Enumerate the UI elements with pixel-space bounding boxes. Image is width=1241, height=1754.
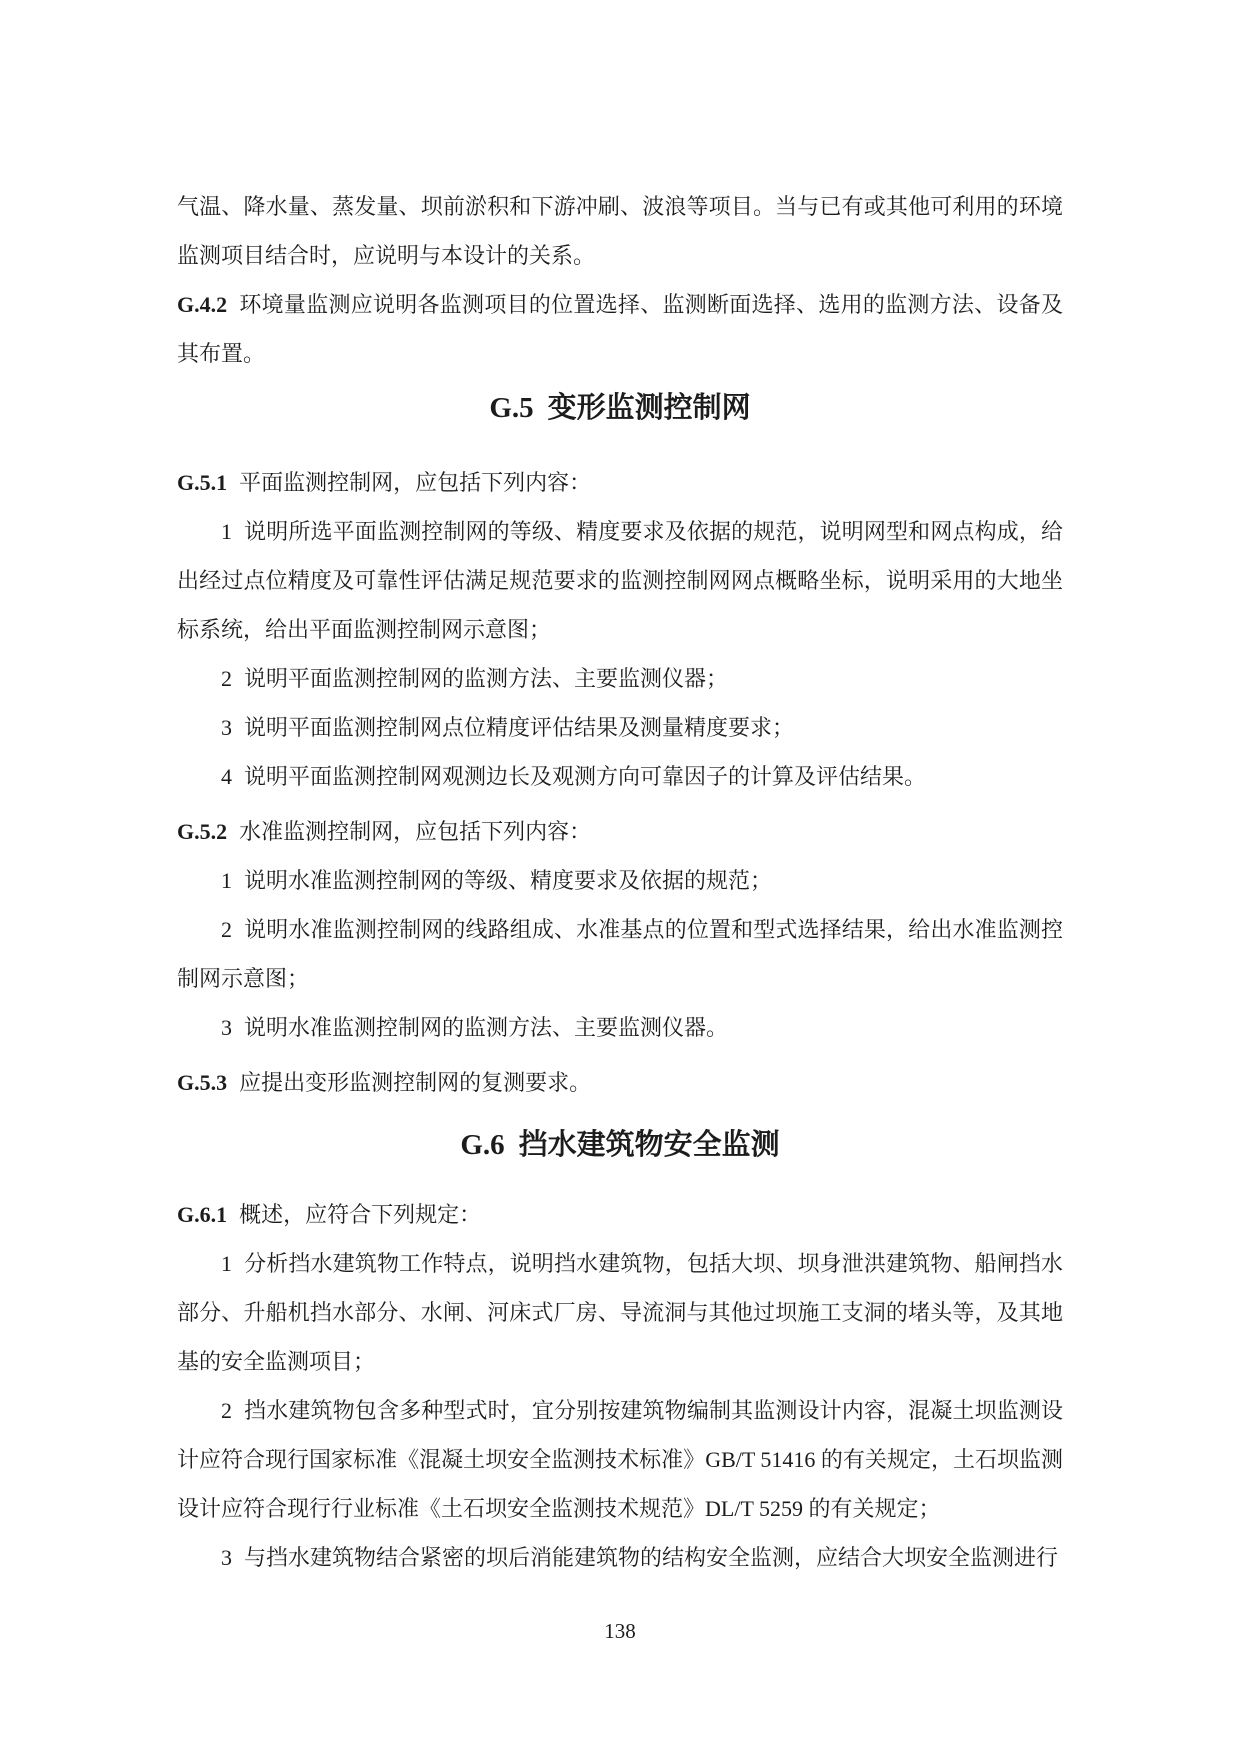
clause-g51	[177, 458, 1063, 507]
list-item	[177, 654, 1063, 703]
list-item	[177, 905, 1063, 1003]
section-number: G.5	[489, 392, 534, 424]
list-item	[177, 1386, 1063, 1533]
item-number: 1	[221, 519, 232, 544]
clause-text: 应提出变形监测控制网的复测要求。	[239, 1070, 592, 1095]
clause-g61	[177, 1190, 1063, 1239]
section-title: 挡水建筑物安全监测	[518, 1129, 780, 1161]
item-number: 1	[221, 1251, 232, 1276]
item-number: 1	[221, 868, 232, 893]
clause-label: G.5.1	[177, 470, 228, 495]
item-text: 分析挡水建筑物工作特点，说明挡水建筑物，包括大坝、坝身泄洪建筑物、船闸挡水部分、升船机挡水部分、水闸、河床式厂房、导流洞与其他过坝施工支洞的堵头等，及其地基的安全监测项目；	[177, 1251, 1063, 1374]
clause-g53	[177, 1058, 1063, 1107]
item-text: 说明所选平面监测控制网的等级、精度要求及依据的规范，说明网型和网点构成，给出经过点位精度及可靠性评估满足规范要求的监测控制网网点概略坐标，说明采用的大地坐标系统，给出平面监测控制网示意图；	[177, 519, 1063, 642]
item-text: 说明平面监测控制网点位精度评估结果及测量精度要求；	[244, 715, 795, 740]
clause-label: G.5.3	[177, 1070, 228, 1095]
paragraph-continuation: 气温、降水量、蒸发量、坝前淤积和下游冲刷、波浪等项目。当与已有或其他可利用的环境监测项目结合时，应说明与本设计的关系。	[177, 194, 1063, 268]
item-text: 说明水准监测控制网的线路组成、水准基点的位置和型式选择结果，给出水准监测控制网示意图；	[177, 917, 1063, 991]
page-body	[177, 182, 1063, 1582]
clause-label: G.5.2	[177, 819, 228, 844]
item-text: 说明水准监测控制网的等级、精度要求及依据的规范；	[244, 868, 773, 893]
clause-label: G.6.1	[177, 1202, 228, 1227]
clause-text: 平面监测控制网，应包括下列内容：	[239, 470, 592, 495]
section-heading-g5	[177, 384, 1063, 432]
list-item	[177, 1239, 1063, 1386]
item-text: 说明水准监测控制网的监测方法、主要监测仪器。	[244, 1015, 729, 1040]
item-number: 3	[221, 1015, 232, 1040]
item-text: 与挡水建筑物结合紧密的坝后消能建筑物的结构安全监测，应结合大坝安全监测进行	[244, 1545, 1059, 1570]
clause-text: 概述，应符合下列规定：	[239, 1202, 482, 1227]
list-item	[177, 1003, 1063, 1052]
clause-g42	[177, 280, 1063, 378]
page-number: 138	[604, 1619, 636, 1643]
item-text: 挡水建筑物包含多种型式时，宜分别按建筑物编制其监测设计内容，混凝土坝监测设计应符合现行国家标准《混凝土坝安全监测技术标准》GB/T 51416 的有关规定，土石坝监测设计应符合现行行业标准《土石坝安全监测技术规范》DL/T 5259 的有关规定；	[177, 1398, 1063, 1521]
list-item	[177, 752, 1063, 801]
page-footer	[177, 1616, 1063, 1646]
list-item	[177, 1533, 1063, 1582]
item-number: 4	[221, 764, 232, 789]
clause-text: 环境量监测应说明各监测项目的位置选择、监测断面选择、选用的监测方法、设备及其布置。	[177, 292, 1063, 366]
clause-g52	[177, 807, 1063, 856]
list-item	[177, 507, 1063, 654]
item-text: 说明平面监测控制网的监测方法、主要监测仪器；	[244, 666, 729, 691]
item-number: 2	[221, 666, 232, 691]
item-number: 3	[221, 1545, 232, 1570]
section-number: G.6	[460, 1129, 505, 1161]
list-item	[177, 703, 1063, 752]
item-number: 3	[221, 715, 232, 740]
item-text: 说明平面监测控制网观测边长及观测方向可靠因子的计算及评估结果。	[244, 764, 927, 789]
item-number: 2	[221, 917, 232, 942]
section-heading-g6	[177, 1121, 1063, 1169]
list-item	[177, 856, 1063, 905]
section-title: 变形监测控制网	[547, 392, 751, 424]
clause-label: G.4.2	[177, 292, 228, 317]
clause-text: 水准监测控制网，应包括下列内容：	[239, 819, 592, 844]
item-number: 2	[221, 1398, 232, 1423]
